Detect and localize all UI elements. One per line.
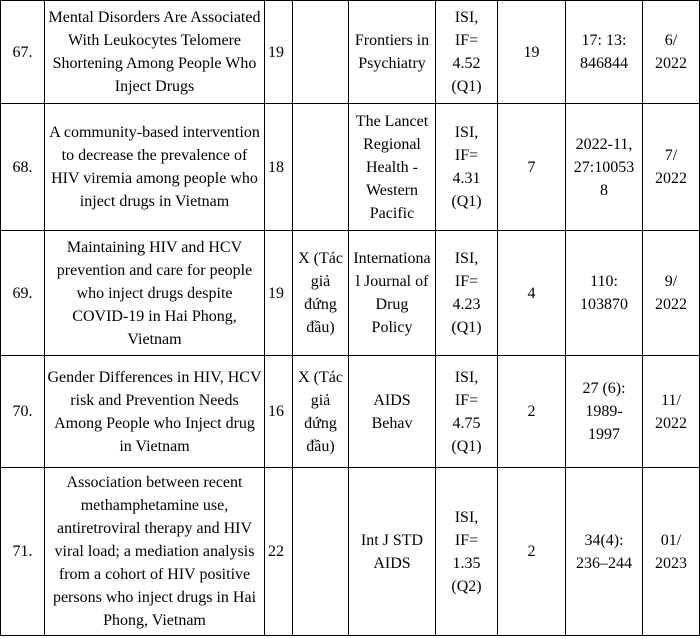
journal-name xyxy=(349,1,436,104)
row-number: 69. xyxy=(1,231,45,356)
journal-name: The Lancet Regional Health - Western Pacific xyxy=(349,104,436,231)
journal-index-text: ISI, IF= 1.35 (Q2) xyxy=(451,508,482,595)
journal-index xyxy=(436,231,498,356)
journal-index xyxy=(436,1,498,104)
main-author-flag xyxy=(293,468,349,636)
paper-title: Association between recent methamphetamine use, antiretroviral therapy and HIV viral load; a mediation analysis from a cohort of HIV positive persons who inject drugs in Hai Phong, Vietnam xyxy=(45,468,265,636)
table-row xyxy=(1,468,700,636)
citation-count: 2 xyxy=(498,468,566,636)
volume-pages-text: 17: 13: 846844 xyxy=(580,32,628,72)
volume-pages xyxy=(566,231,643,356)
journal-index-text: ISI, IF= 4.31 (Q1) xyxy=(451,124,482,210)
row-number: 68. xyxy=(1,104,45,231)
row-number: 71. xyxy=(1,468,45,636)
publication-date-text: 9/ 2022 xyxy=(655,273,687,313)
author-count: 19 xyxy=(265,231,293,356)
volume-pages xyxy=(566,356,643,468)
main-author-flag-text: X (Tác giả đứng đầu) xyxy=(298,368,343,455)
journal-index-text: ISI, IF= 4.75 (Q1) xyxy=(451,368,482,455)
volume-pages-text: 2022-11, 27:10053 8 xyxy=(573,135,635,199)
main-author-flag xyxy=(293,231,349,356)
row-number: 67. xyxy=(1,1,45,104)
paper-title: Maintaining HIV and HCV prevention and care for people who inject drugs despite COVID-19 in Hai Phong, Vietnam xyxy=(45,231,265,356)
volume-pages-text: 110: 103870 xyxy=(580,273,628,313)
journal-index xyxy=(436,356,498,468)
author-count: 18 xyxy=(265,104,293,231)
publication-date-text: 11/ 2022 xyxy=(655,391,687,432)
main-author-flag-text: X (Tác giả đứng đầu) xyxy=(298,250,343,336)
citation-count: 2 xyxy=(498,356,566,468)
table-row xyxy=(1,1,700,104)
publication-date-text: 6/ 2022 xyxy=(655,32,687,72)
volume-pages-text: 34(4): 236–244 xyxy=(576,531,632,572)
publication-date xyxy=(643,356,700,468)
journal-name-text: Internationa l Journal of Drug Policy xyxy=(353,250,431,336)
citation-count: 19 xyxy=(498,1,566,104)
journal-index xyxy=(436,104,498,231)
journal-name xyxy=(349,468,436,636)
journal-name-text: Frontiers in Psychiatry xyxy=(354,32,430,72)
volume-pages xyxy=(566,468,643,636)
journal-index xyxy=(436,468,498,636)
journal-index-text: ISI, IF= 4.23 (Q1) xyxy=(451,250,482,336)
publication-date xyxy=(643,468,700,636)
main-author-flag xyxy=(293,1,349,104)
volume-pages xyxy=(566,1,643,104)
author-count: 22 xyxy=(265,468,293,636)
table-row xyxy=(1,104,700,231)
volume-pages xyxy=(566,104,643,231)
publication-date-text: 7/ 2022 xyxy=(655,147,687,187)
main-author-flag xyxy=(293,104,349,231)
journal-name-text: Int J STD AIDS xyxy=(360,531,424,572)
table-row xyxy=(1,356,700,468)
author-count: 19 xyxy=(265,1,293,104)
paper-title: A community-based intervention to decrease the prevalence of HIV viremia among people who inject drugs in Vietnam xyxy=(45,104,265,231)
paper-title: Gender Differences in HIV, HCV risk and Prevention Needs Among People who Inject drug in Vietnam xyxy=(45,356,265,468)
journal-index-text: ISI, IF= 4.52 (Q1) xyxy=(451,9,482,95)
journal-name xyxy=(349,231,436,356)
journal-name-text: AIDS Behav xyxy=(371,391,413,432)
publication-date xyxy=(643,104,700,231)
publication-date xyxy=(643,1,700,104)
citation-count: 7 xyxy=(498,104,566,231)
journal-name xyxy=(349,356,436,468)
publication-date-text: 01/ 2023 xyxy=(655,531,687,572)
citation-count: 4 xyxy=(498,231,566,356)
row-number: 70. xyxy=(1,356,45,468)
paper-title: Mental Disorders Are Associated With Leukocytes Telomere Shortening Among People Who Inject Drugs xyxy=(45,1,265,104)
publication-date xyxy=(643,231,700,356)
author-count: 16 xyxy=(265,356,293,468)
main-author-flag xyxy=(293,356,349,468)
volume-pages-text: 27 (6): 1989- 1997 xyxy=(582,380,626,443)
table-row xyxy=(1,231,700,356)
